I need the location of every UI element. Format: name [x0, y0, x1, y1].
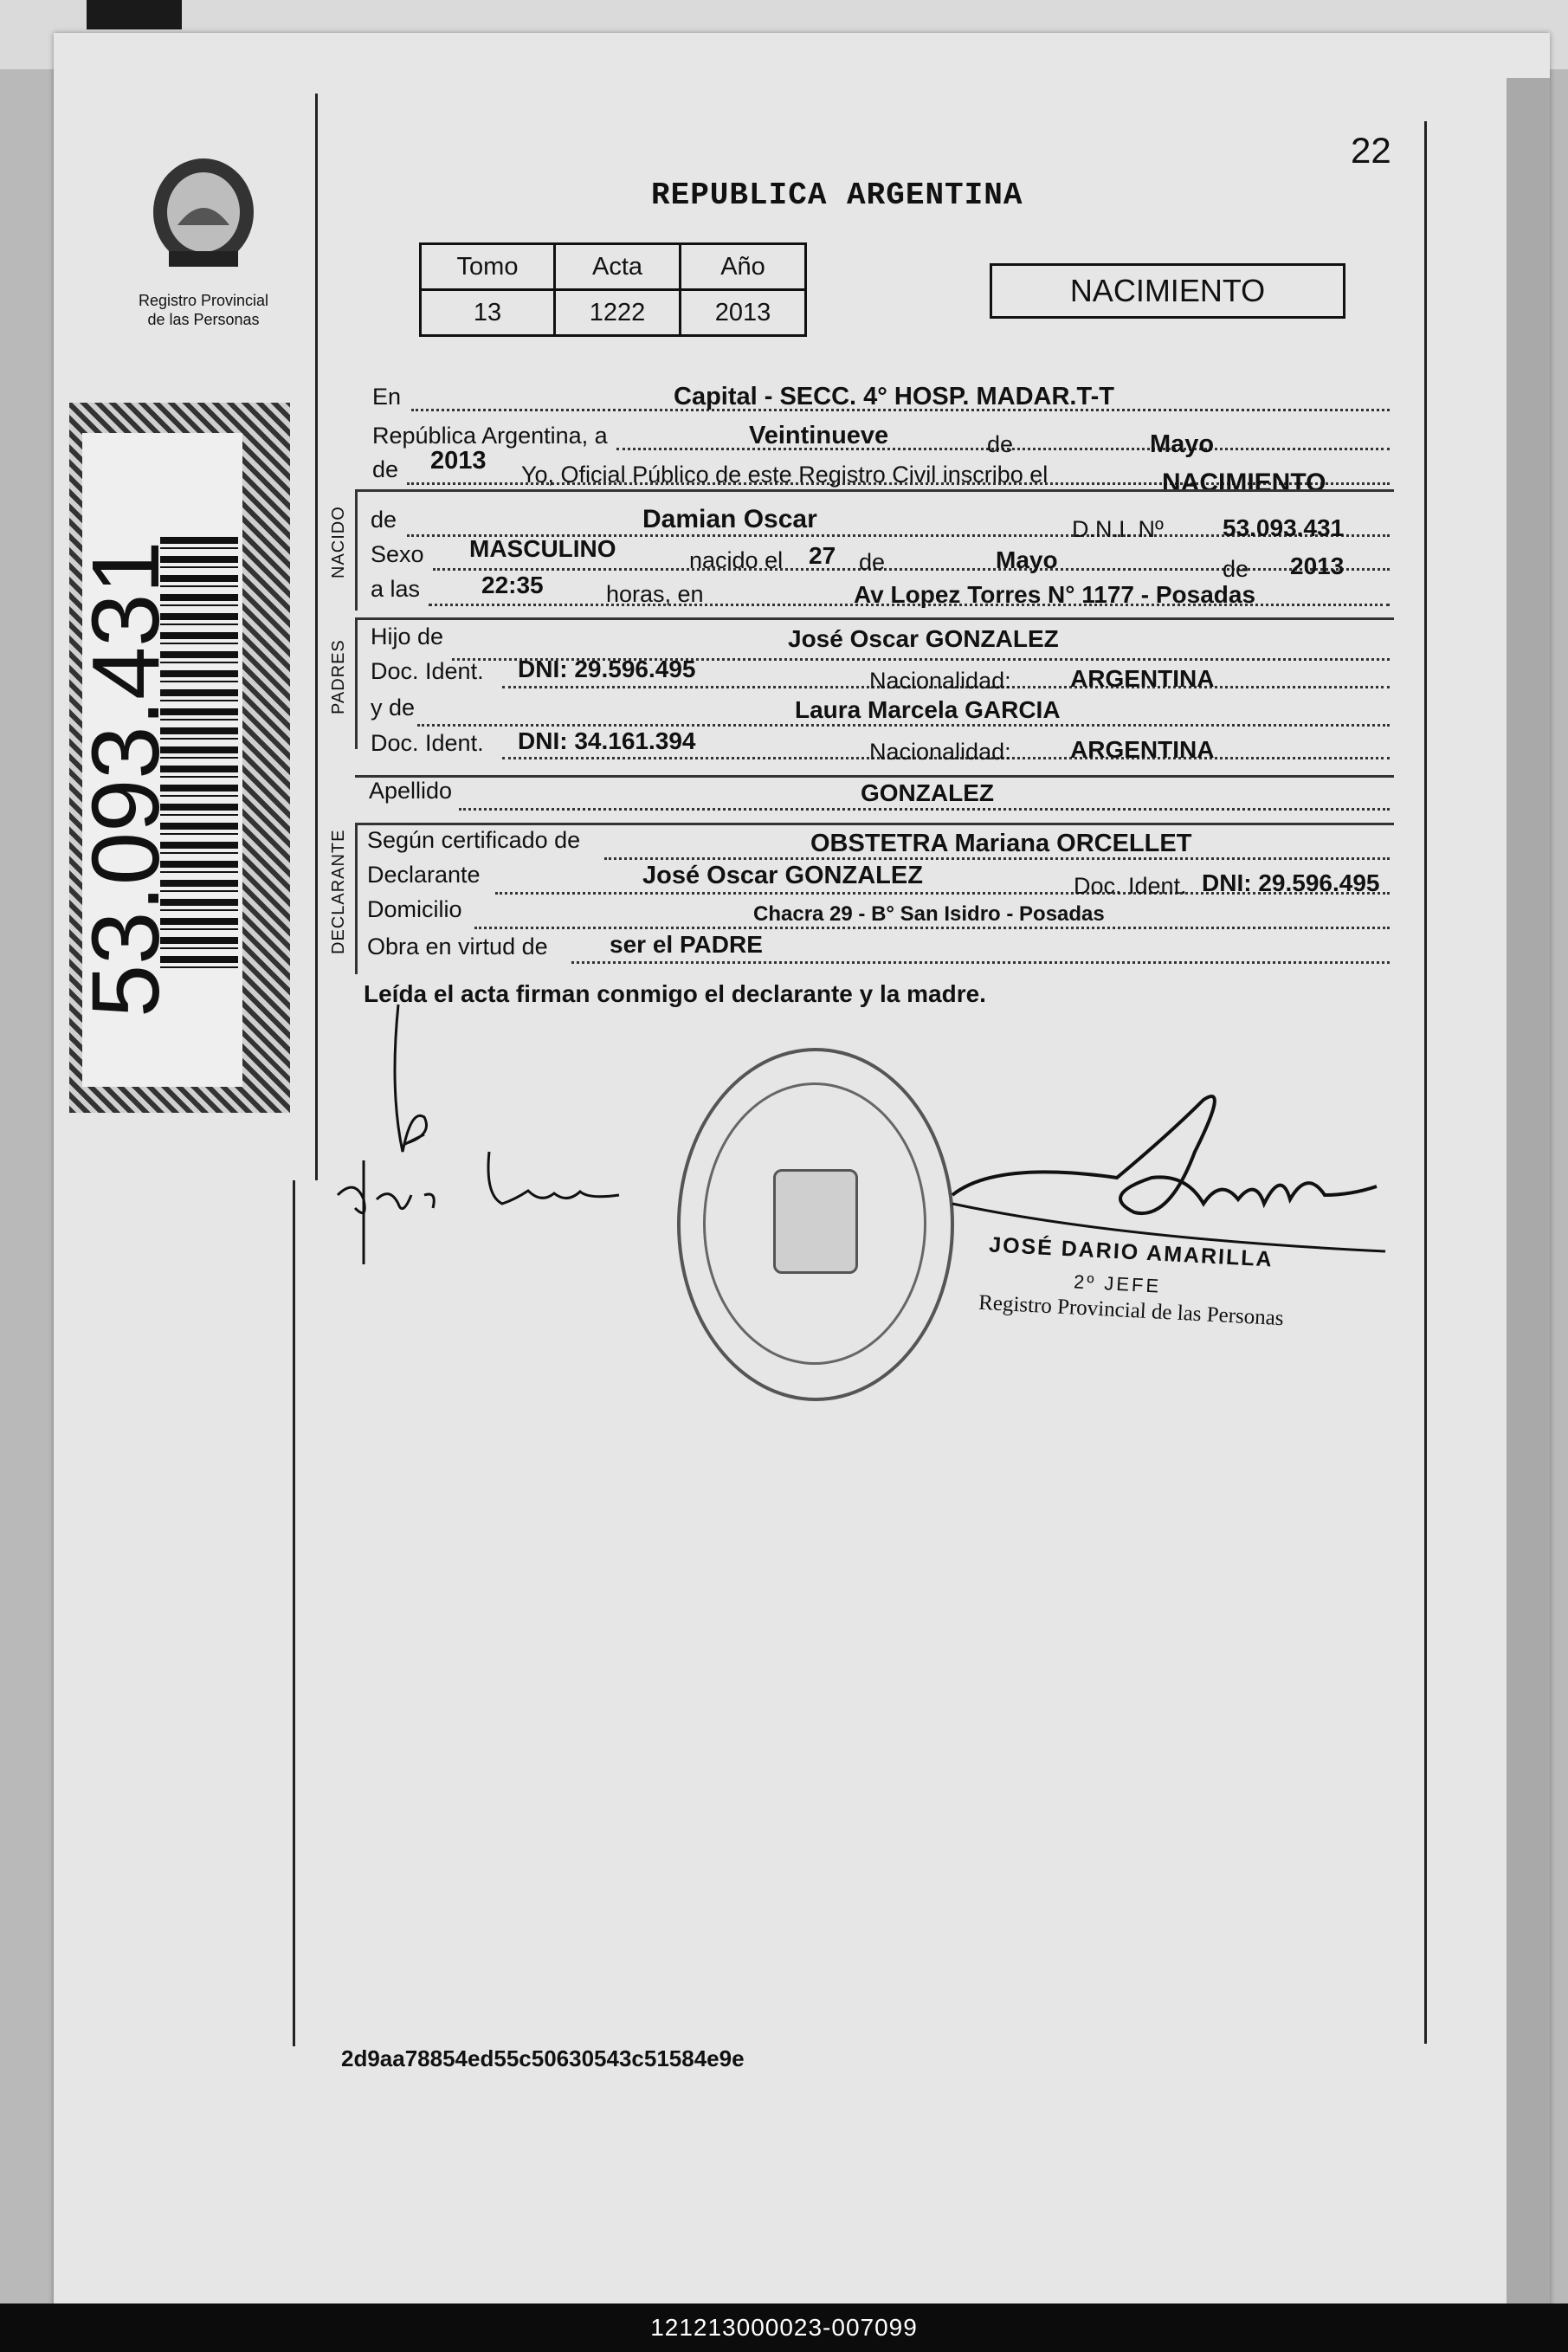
obra-label: Obra en virtud de — [367, 934, 548, 960]
madre-nombre-value: Laura Marcela GARCIA — [795, 696, 1061, 723]
reference-table — [419, 242, 807, 337]
a-las-label: a las — [371, 576, 421, 602]
padre-doc-value: DNI: 29.596.495 — [518, 656, 696, 682]
dark-binding-strip — [87, 0, 182, 29]
document-hash: 2d9aa78854ed55c50630543c51584e9e — [341, 2045, 745, 2071]
left-margin-line-lower — [293, 1180, 295, 2046]
segun-certificado-label: Según certificado de — [367, 827, 581, 853]
declarante-doc-value: DNI: 29.596.495 — [1202, 869, 1380, 896]
doc-ident-label: Doc. Ident. — [371, 730, 484, 756]
ano-nacimiento-value: 2013 — [1290, 552, 1345, 579]
nombre-value: Damian Oscar — [642, 505, 817, 533]
section-declarante-label: DECLARANTE — [329, 829, 348, 954]
nacido-el-label: nacido el — [689, 547, 784, 573]
oficial-organization: Registro Provincial de las Personas — [978, 1290, 1285, 1331]
lugar-inscripcion-value: Capital - SECC. 4° HOSP. MADAR.T-T — [674, 383, 1114, 410]
republica-label: República Argentina, a — [372, 423, 608, 449]
ano-value: 2013 — [681, 290, 806, 336]
lugar-nacimiento-value: Av Lopez Torres N° 1177 - Posadas — [854, 581, 1256, 608]
registry-name — [113, 291, 294, 329]
hijo-de-label: Hijo de — [371, 624, 444, 649]
barcode-number: 53.093.431 — [73, 540, 179, 1018]
dotted-line — [417, 724, 1390, 727]
nacionalidad-label: Nacionalidad: — [869, 668, 1011, 694]
separator-line — [355, 489, 1394, 492]
oficial-text: Yo, Oficial Público de este Registro Civil inscribo el — [521, 462, 1049, 488]
seal-emblem — [773, 1169, 858, 1274]
section-bracket-padres — [355, 619, 358, 749]
section-bracket-nacido — [355, 489, 358, 611]
province-logo — [139, 139, 268, 286]
section-padres-label: PADRES — [329, 639, 348, 714]
hora-value: 22:35 — [481, 572, 544, 598]
registry-line2: de las Personas — [147, 311, 260, 328]
apellido-label: Apellido — [369, 778, 453, 804]
mes-nacimiento-value: Mayo — [996, 546, 1058, 573]
separator-line — [355, 775, 1394, 778]
dotted-line — [459, 808, 1390, 811]
obra-value: ser el PADRE — [610, 931, 763, 958]
de3-label: de — [859, 549, 886, 575]
registry-line1: Registro Provincial — [138, 292, 269, 309]
oficial-role: 2º JEFE — [1073, 1270, 1162, 1297]
dotted-line — [571, 961, 1390, 964]
sexo-value: MASCULINO — [469, 535, 616, 562]
tomo-value: 13 — [421, 290, 555, 336]
de4-label: de — [1223, 556, 1249, 582]
acta-header: Acta — [555, 244, 681, 290]
madre-signature — [329, 987, 641, 1273]
ano-header: Año — [681, 244, 806, 290]
de2-label: de — [372, 456, 399, 482]
right-margin-line — [1424, 121, 1427, 2044]
madre-doc-value: DNI: 34.161.394 — [518, 727, 696, 754]
section-bracket-declarante — [355, 823, 358, 974]
domicilio-value: Chacra 29 - B° San Isidro - Posadas — [753, 902, 1105, 926]
declarante-label: Declarante — [367, 862, 481, 888]
madre-nacionalidad-value: ARGENTINA — [1070, 736, 1215, 763]
page-right-edge — [1507, 78, 1550, 2312]
y-de-label: y de — [371, 695, 416, 720]
document-type-box: NACIMIENTO — [990, 263, 1345, 319]
declarante-value: José Oscar GONZALEZ — [642, 862, 923, 889]
dia-registro-value: Veintinueve — [749, 422, 889, 449]
tomo-header: Tomo — [421, 244, 555, 290]
certificado-value: OBSTETRA Mariana ORCELLET — [810, 830, 1192, 857]
dotted-line — [474, 927, 1390, 929]
horas-en-label: horas, en — [606, 581, 704, 607]
separator-line — [355, 823, 1394, 825]
sexo-label: Sexo — [371, 541, 424, 567]
padre-nombre-value: José Oscar GONZALEZ — [788, 625, 1059, 652]
dni-label: D.N.I. Nº — [1072, 516, 1164, 542]
footer-bar — [0, 2304, 1568, 2352]
inscribo-value: NACIMIENTO — [1162, 468, 1326, 497]
document-title: REPUBLICA ARGENTINA — [651, 178, 1023, 213]
closing-statement: Leída el acta firman conmigo el declarante y la madre. — [364, 980, 986, 1007]
de-nombre-label: de — [371, 507, 397, 533]
nacionalidad-label: Nacionalidad: — [869, 739, 1011, 765]
ano-registro-value: 2013 — [430, 447, 487, 475]
domicilio-label: Domicilio — [367, 896, 462, 922]
acta-value: 1222 — [555, 290, 681, 336]
padre-nacionalidad-value: ARGENTINA — [1070, 665, 1215, 692]
apellido-value: GONZALEZ — [861, 779, 994, 806]
mes-registro-value: Mayo — [1150, 430, 1215, 458]
en-label: En — [372, 384, 402, 410]
footer-code: 121213000023-007099 — [650, 2314, 918, 2341]
oficial-name: JOSÉ DARIO AMARILLA — [988, 1232, 1274, 1272]
doc-ident-label: Doc. Ident. — [1074, 873, 1187, 899]
section-nacido-label: NACIDO — [329, 506, 348, 578]
dni-value: 53.093.431 — [1223, 514, 1345, 541]
left-margin-line — [315, 94, 318, 1180]
doc-ident-label: Doc. Ident. — [371, 658, 484, 684]
de-label: de — [987, 431, 1014, 457]
dia-nacimiento-value: 27 — [809, 542, 836, 569]
separator-line — [355, 617, 1394, 620]
page-number: 22 — [1351, 130, 1391, 171]
